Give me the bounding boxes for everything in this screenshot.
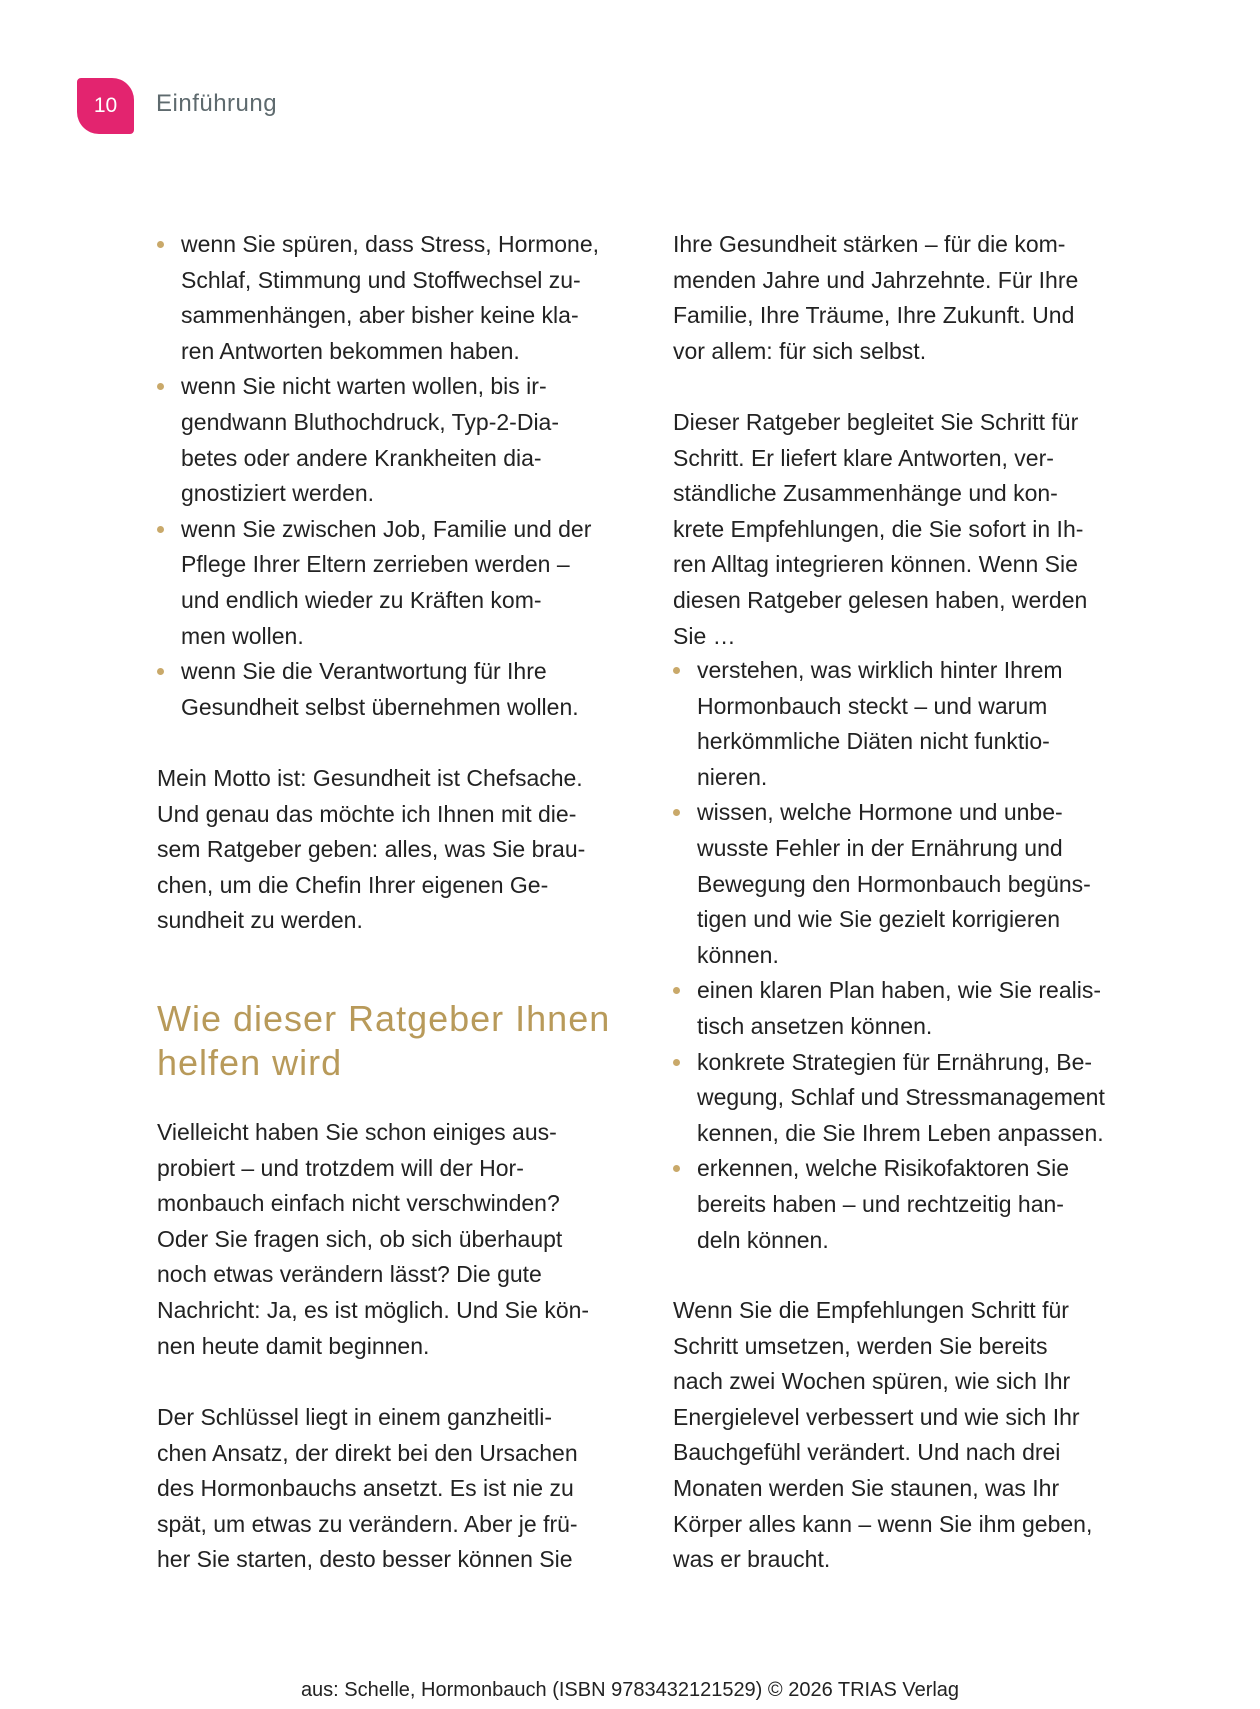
- text-line: wenn Sie spüren, dass Stress, Hormone,: [181, 231, 600, 257]
- bullet-icon: [157, 526, 164, 533]
- bullet-icon: [673, 809, 680, 816]
- text-line: men wollen.: [181, 622, 304, 649]
- text-line: Bauchgefühl verändert. Und nach drei: [673, 1439, 1061, 1466]
- text-line: helfen wird: [157, 1042, 343, 1083]
- list-item: [157, 227, 599, 369]
- text-line: nen heute damit beginnen.: [157, 1332, 430, 1359]
- text-line: Mein Motto ist: Gesundheit ist Chefsache.: [157, 765, 583, 791]
- text-line: und endlich wieder zu Kräften kom-: [181, 586, 542, 613]
- text-line: bereits haben – und rechtzeitig han-: [697, 1190, 1064, 1217]
- text-line: noch etwas verändern lässt? Die gute: [157, 1261, 542, 1288]
- text-line: Und genau das möchte ich Ihnen mit die-: [157, 800, 577, 827]
- list-item: [157, 654, 599, 725]
- text-line: tisch ansetzen können.: [697, 1012, 933, 1039]
- text-line: verstehen, was wirklich hinter Ihrem: [697, 657, 1063, 683]
- motto-paragraph: [157, 761, 585, 939]
- text-line: monbauch einfach nicht verschwinden?: [157, 1190, 560, 1217]
- text-line: wissen, welche Hormone und unbe-: [697, 799, 1063, 826]
- list-item: [157, 369, 599, 511]
- text-line: wegung, Schlaf und Stressmanagement: [697, 1084, 1105, 1111]
- text-line: Wenn Sie die Empfehlungen Schritt für: [673, 1297, 1069, 1323]
- text-line: des Hormonbauchs ansetzt. Es ist nie zu: [157, 1475, 574, 1502]
- text-line: betes oder andere Krankheiten dia-: [181, 444, 542, 471]
- bullet-icon: [157, 383, 164, 390]
- text-line: Energielevel verbessert und wie sich Ihr: [673, 1403, 1080, 1430]
- text-line: einen klaren Plan haben, wie Sie realis-: [697, 977, 1102, 1004]
- chapter-title: Einführung: [156, 90, 278, 117]
- text-line: herkömmliche Diäten nicht funktio-: [697, 728, 1050, 755]
- list-item: [673, 1045, 1105, 1152]
- text-line: spät, um etwas zu verändern. Aber je frü-: [157, 1510, 578, 1537]
- right-paragraph-2: [673, 405, 1087, 654]
- text-line: ren Alltag integrieren können. Wenn Sie: [673, 551, 1078, 578]
- text-line: vor allem: für sich selbst.: [673, 337, 927, 364]
- bullet-icon: [673, 667, 680, 674]
- list-item: [673, 795, 1105, 973]
- text-line: Ihre Gesundheit stärken – für die kom-: [673, 231, 1066, 257]
- text-line: sammenhängen, aber bisher keine kla-: [181, 302, 579, 329]
- text-line: Hormonbauch steckt – und warum: [697, 692, 1048, 719]
- text-line: Schritt. Er liefert klare Antworten, ver-: [673, 444, 1054, 471]
- left-bullet-list: [157, 227, 599, 725]
- text-line: Pflege Ihrer Eltern zerrieben werden –: [181, 551, 570, 578]
- text-line: wenn Sie nicht warten wollen, bis ir-: [181, 373, 547, 400]
- text-line: Oder Sie fragen sich, ob sich überhaupt: [157, 1225, 563, 1252]
- bullet-icon: [673, 1059, 680, 1066]
- text-line: konkrete Strategien für Ernährung, Be-: [697, 1048, 1093, 1075]
- text-line: probiert – und trotzdem will der Hor-: [157, 1154, 524, 1181]
- text-line: Bewegung den Hormonbauch begüns-: [697, 870, 1091, 897]
- bullet-icon: [673, 1165, 680, 1172]
- text-line: diesen Ratgeber gelesen haben, werden: [673, 586, 1088, 613]
- text-line: gendwann Bluthochdruck, Typ-2-Dia-: [181, 408, 560, 435]
- text-line: Gesundheit selbst übernehmen wollen.: [181, 693, 579, 720]
- text-line: krete Empfehlungen, die Sie sofort in Ih-: [673, 515, 1084, 542]
- text-line: Monaten werden Sie staunen, was Ihr: [673, 1474, 1060, 1501]
- text-line: wusste Fehler in der Ernährung und: [697, 834, 1063, 861]
- text-line: chen, um die Chefin Ihrer eigenen Ge-: [157, 871, 549, 898]
- text-line: Körper alles kann – wenn Sie ihm geben,: [673, 1510, 1093, 1537]
- bullet-icon: [673, 987, 680, 994]
- text-line: sundheit zu werden.: [157, 907, 363, 934]
- text-line: erkennen, welche Risikofaktoren Sie: [697, 1155, 1070, 1182]
- list-item: [673, 1151, 1105, 1258]
- text-line: Der Schlüssel liegt in einem ganzheitli-: [157, 1404, 553, 1430]
- text-line: kennen, die Sie Ihrem Leben anpassen.: [697, 1119, 1104, 1146]
- text-line: nach zwei Wochen spüren, wie sich Ihr: [673, 1368, 1071, 1395]
- page-number-badge: 10: [77, 78, 134, 134]
- text-line: nieren.: [697, 763, 768, 790]
- text-line: wenn Sie die Verantwortung für Ihre: [181, 658, 547, 685]
- text-line: Wie dieser Ratgeber Ihnen: [157, 998, 611, 1039]
- text-line: Schritt umsetzen, werden Sie bereits: [673, 1332, 1048, 1359]
- text-line: Dieser Ratgeber begleitet Sie Schritt für: [673, 409, 1079, 435]
- section-heading: [157, 997, 610, 1085]
- bullet-icon: [157, 668, 164, 675]
- text-line: können.: [697, 941, 779, 968]
- text-line: menden Jahre und Jahrzehnte. Für Ihre: [673, 266, 1079, 293]
- text-line: ständliche Zusammenhänge und kon-: [673, 480, 1058, 507]
- text-line: deln können.: [697, 1226, 829, 1253]
- bullet-icon: [157, 241, 164, 248]
- right-bullet-list: [673, 653, 1105, 1258]
- text-line: Familie, Ihre Träume, Ihre Zukunft. Und: [673, 302, 1075, 329]
- right-paragraph-1: [673, 227, 1078, 369]
- left-paragraph-1: [157, 1115, 589, 1364]
- text-line: wenn Sie zwischen Job, Familie und der: [181, 515, 592, 542]
- text-line: gnostiziert werden.: [181, 480, 375, 507]
- right-paragraph-3: [673, 1293, 1092, 1578]
- text-line: Sie …: [673, 622, 736, 649]
- text-line: Vielleicht haben Sie schon einiges aus-: [157, 1119, 557, 1145]
- text-line: was er braucht.: [673, 1546, 831, 1573]
- text-line: her Sie starten, desto besser können Sie: [157, 1546, 573, 1573]
- list-item: [673, 973, 1105, 1044]
- list-item: [673, 653, 1105, 795]
- text-line: tigen und wie Sie gezielt korrigieren: [697, 906, 1061, 933]
- text-line: Schlaf, Stimmung und Stoffwechsel zu-: [181, 266, 581, 293]
- text-line: Nachricht: Ja, es ist möglich. Und Sie kön-: [157, 1296, 590, 1323]
- text-line: sem Ratgeber geben: alles, was Sie brau-: [157, 836, 586, 863]
- text-line: chen Ansatz, der direkt bei den Ursachen: [157, 1439, 578, 1466]
- text-line: ren Antworten bekommen haben.: [181, 337, 520, 364]
- list-item: [157, 512, 599, 654]
- copyright-footer: aus: Schelle, Hormonbauch (ISBN 9783432121529) © 2026 TRIAS Verlag: [300, 1679, 960, 1701]
- left-paragraph-2: [157, 1400, 578, 1578]
